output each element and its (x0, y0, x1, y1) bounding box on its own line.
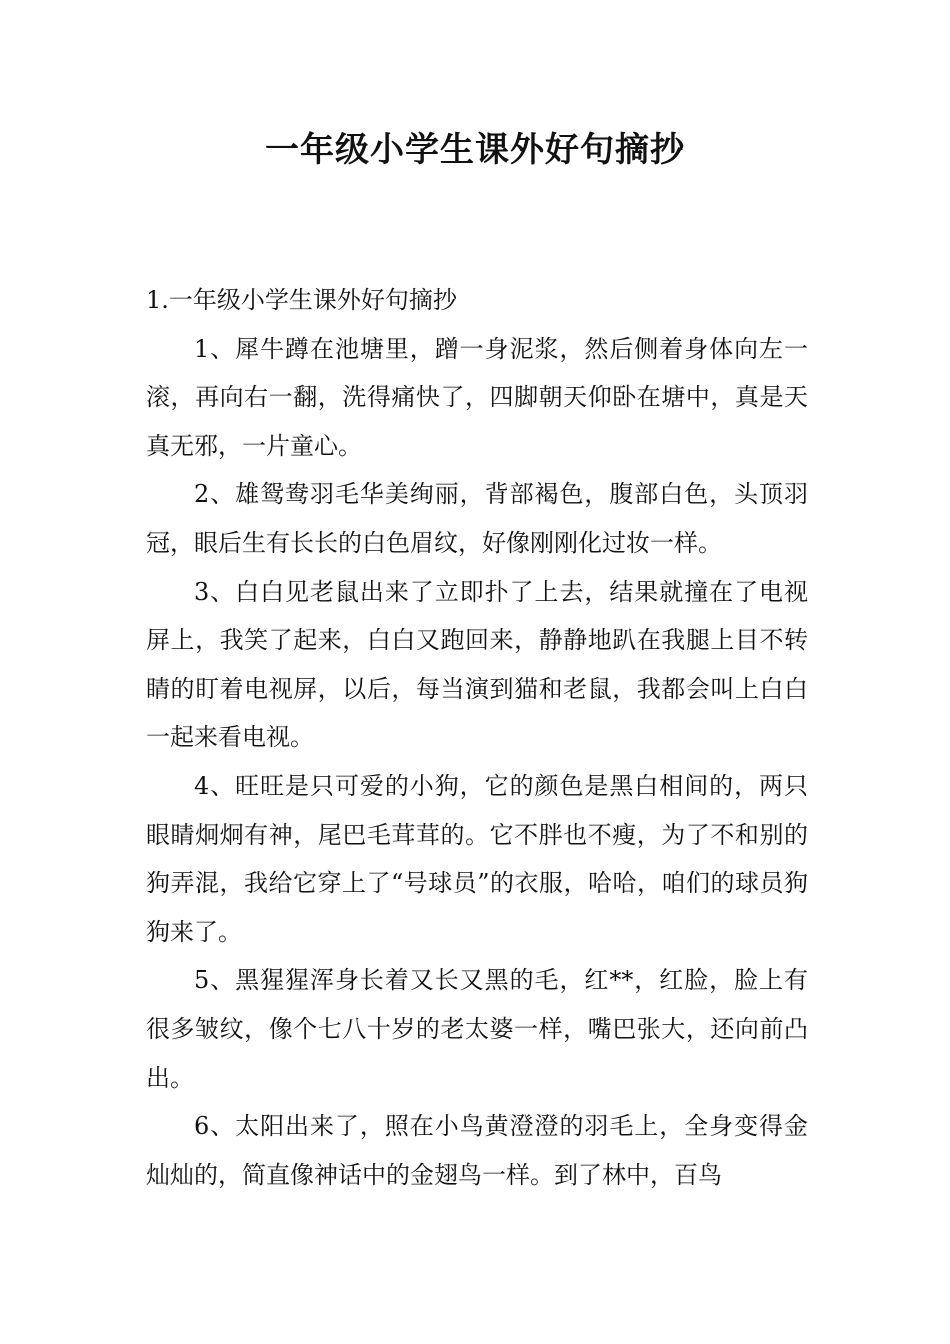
document-title: 一年级小学生课外好句摘抄 (265, 130, 685, 170)
paragraph-3: 3、白白见老鼠出来了立即扑了上去，结果就撞在了电视屏上，我笑了起来，白白又跑回来，静静地趴在我腿上目不转睛的盯着电视屏，以后，每当演到猫和老鼠，我都会叫上白白一起来看电视。 (146, 577, 808, 752)
document-body (146, 276, 808, 1199)
section-heading: 1.一年级小学生课外好句摘抄 (146, 286, 457, 314)
paragraph-6: 6、太阳出来了，照在小鸟黄澄澄的羽毛上，全身变得金灿灿的，简直像神话中的金翅鸟一样。到了林中，百鸟 (146, 1112, 808, 1189)
paragraph-1: 1、犀牛蹲在池塘里，蹭一身泥浆，然后侧着身体向左一滚，再向右一翻，洗得痛快了，四脚朝天仰卧在塘中，真是天真无邪，一片童心。 (146, 334, 808, 460)
paragraph-5: 5、黑猩猩浑身长着又长又黑的毛，红**，红脸，脸上有很多皱纹，像个七八十岁的老太婆一样，嘴巴张大，还向前凸出。 (146, 966, 808, 1092)
paragraph-4: 4、旺旺是只可爱的小狗，它的颜色是黑白相间的，两只眼睛炯炯有神，尾巴毛茸茸的。它不胖也不瘦，为了不和别的狗弄混，我给它穿上了“号球员”的衣服，哈哈，咱们的球员狗狗来了。 (146, 771, 808, 946)
paragraph-2: 2、雄鸳鸯羽毛华美绚丽，背部褐色，腹部白色，头顶羽冠，眼后生有长长的白色眉纹，好像刚刚化过妆一样。 (146, 480, 808, 557)
